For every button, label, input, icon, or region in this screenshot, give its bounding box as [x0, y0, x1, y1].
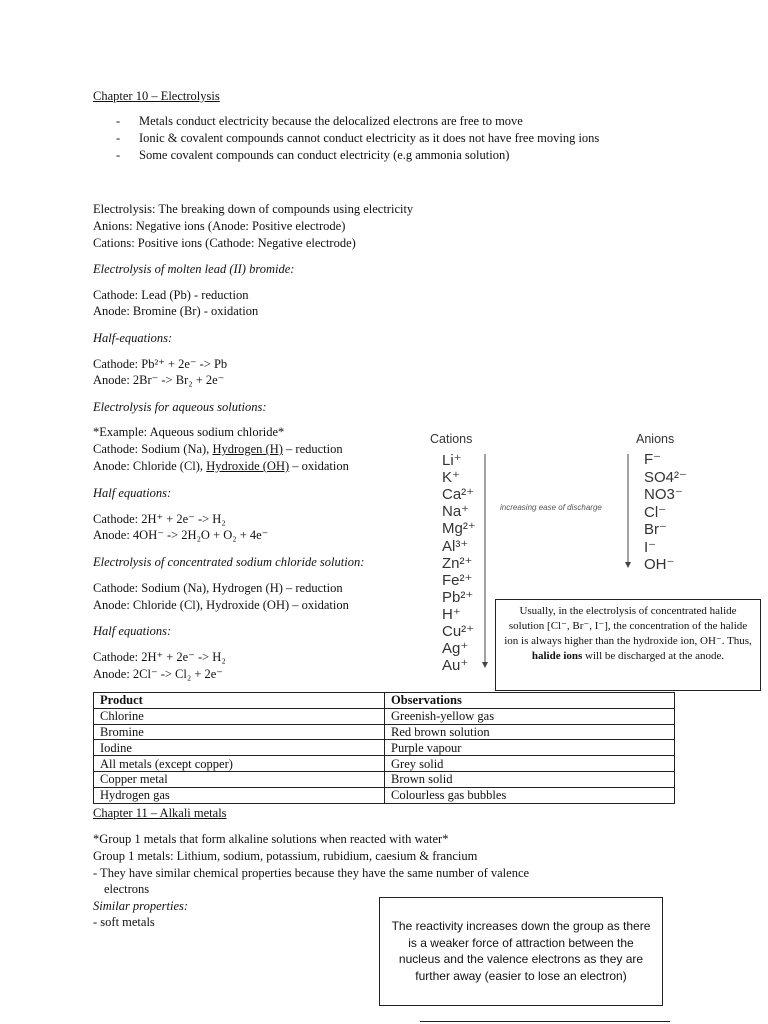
halide-note-bold: halide ions — [531, 650, 583, 662]
product-cell: Iodine — [94, 740, 385, 756]
soft-metals: - soft metals — [93, 915, 155, 929]
anions-arrow — [623, 452, 633, 570]
concentrated-anode: Anode: Chloride (Cl), Hydroxide (OH) – oxidation — [93, 598, 349, 612]
aqueous-cathode-underlined: Hydrogen (H) — [212, 442, 283, 456]
half-equations-heading: Half-equations: — [93, 331, 173, 345]
cation-ion: K⁺ — [442, 469, 460, 487]
product-cell: All metals (except copper) — [94, 756, 385, 772]
half-equations-heading-2: Half equations: — [93, 486, 172, 500]
chapter-11-title: Chapter 11 – Alkali metals — [93, 806, 227, 820]
aqueous-anode-suffix: – oxidation — [289, 459, 349, 473]
anion-ion: SO4²⁻ — [644, 468, 687, 486]
chapter-11-intro: *Group 1 metals that form alkaline solutions when reacted with water* — [93, 832, 449, 846]
cation-ion: Na⁺ — [442, 503, 470, 521]
observation-cell: Red brown solution — [385, 724, 675, 740]
aqueous-cathode-prefix: Cathode: Sodium (Na), — [93, 442, 213, 456]
cation-ion: H⁺ — [442, 605, 461, 623]
cation-ion: Fe²⁺ — [442, 571, 473, 589]
table-row — [94, 724, 675, 740]
table-row — [94, 708, 675, 724]
aqueous-cathode-suffix: – reduction — [282, 442, 343, 456]
similar-properties-line-2: electrons — [104, 882, 150, 896]
product-column-header: Product — [94, 693, 385, 709]
aqueous-heading: Electrolysis for aqueous solutions: — [93, 400, 267, 414]
observation-cell: Purple vapour — [385, 740, 675, 756]
aqueous-anode-prefix: Anode: Chloride (Cl), — [93, 459, 207, 473]
anion-ion: NO3⁻ — [644, 486, 683, 503]
table-row — [94, 771, 675, 787]
bullet-marker: - — [116, 114, 121, 128]
product-cell: Hydrogen gas — [94, 787, 385, 803]
half-equations-heading-3: Half equations: — [93, 624, 172, 638]
similar-properties-line: - They have similar chemical properties because they have the same number of valence — [93, 866, 530, 880]
molten-heading: Electrolysis of molten lead (II) bromide: — [93, 262, 295, 276]
observation-cell: Grey solid — [385, 756, 675, 772]
molten-cathode: Cathode: Lead (Pb) - reduction — [93, 288, 249, 302]
cation-ion: Pb²⁺ — [442, 588, 474, 606]
anion-ion: I⁻ — [644, 538, 657, 556]
halide-note-text-end: will be discharged at the anode. — [582, 650, 725, 662]
halide-note-box — [495, 599, 761, 691]
aqueous-anode — [93, 458, 349, 474]
bullet-text: Metals conduct electricity because the delocalized electrons are free to move — [139, 114, 523, 128]
cations-arrow — [480, 452, 490, 670]
anion-ion: Cl⁻ — [644, 503, 667, 521]
cations-definition: Cations: Positive ions (Cathode: Negative electrode) — [93, 236, 356, 250]
aqueous-anode-underlined: Hydroxide (OH) — [206, 459, 290, 473]
anion-ion: Br⁻ — [644, 521, 667, 538]
cation-ion: Li⁺ — [442, 452, 462, 469]
anions-definition: Anions: Negative ions (Anode: Positive electrode) — [93, 219, 346, 233]
molten-anode: Anode: Bromine (Br) - oxidation — [93, 304, 259, 318]
observation-cell: Brown solid — [385, 771, 675, 787]
anions-label: Anions — [636, 432, 675, 446]
similar-properties-heading: Similar properties: — [93, 899, 189, 913]
concentrated-heading: Electrolysis of concentrated sodium chloride solution: — [93, 555, 365, 569]
table-row — [94, 756, 675, 772]
observations-table — [93, 692, 675, 804]
bullet-marker: - — [116, 148, 121, 162]
molten-cathode-equation: Cathode: Pb²⁺ + 2e⁻ -> Pb — [93, 357, 228, 371]
aqueous-example: *Example: Aqueous sodium chloride* — [93, 425, 285, 439]
table-row — [94, 740, 675, 756]
concentrated-cathode-equation: Cathode: 2H⁺ + 2e⁻ -> H₂ — [93, 650, 226, 664]
table-header-row — [94, 693, 675, 709]
reactivity-note-box — [379, 897, 663, 1006]
anion-ion: F⁻ — [644, 451, 662, 468]
cation-ion: Mg²⁺ — [442, 520, 476, 538]
cation-ion: Al³⁺ — [442, 537, 469, 555]
aqueous-cathode — [93, 441, 343, 457]
chapter-10-title: Chapter 10 – Electrolysis — [93, 89, 220, 103]
electrolysis-definition: Electrolysis: The breaking down of compounds using electricity — [93, 202, 414, 216]
footer-divider — [420, 1021, 670, 1022]
cation-ion: Cu²⁺ — [442, 623, 475, 640]
concentrated-cathode: Cathode: Sodium (Na), Hydrogen (H) – reduction — [93, 581, 343, 595]
observations-column-header: Observations — [385, 693, 675, 709]
group-1-metals: Group 1 metals: Lithium, sodium, potassium, rubidium, caesium & francium — [93, 849, 478, 863]
molten-anode-equation: Anode: 2Br⁻ -> Br₂ + 2e⁻ — [93, 373, 225, 387]
product-cell: Copper metal — [94, 771, 385, 787]
bullet-text: Some covalent compounds can conduct electricity (e.g ammonia solution) — [139, 148, 510, 162]
cation-ion: Zn²⁺ — [442, 554, 473, 572]
bullet-text: Ionic & covalent compounds cannot conduct electricity as it does not have free moving ions — [139, 131, 600, 145]
cation-ion: Au⁺ — [442, 657, 469, 675]
cation-ion: Ca²⁺ — [442, 486, 475, 504]
aqueous-anode-equation: Anode: 4OH⁻ -> 2H₂O + O₂ + 4e⁻ — [93, 528, 269, 542]
discharge-ease-label: increasing ease of discharge — [500, 503, 602, 512]
halide-note-text: Usually, in the electrolysis of concentrated halide solution [Cl⁻, Br⁻, I⁻], the concentration of the halide ion is always higher than the hydroxide ion, OH⁻. Thus, — [504, 605, 752, 647]
aqueous-cathode-equation: Cathode: 2H⁺ + 2e⁻ -> H₂ — [93, 512, 226, 526]
product-cell: Chlorine — [94, 708, 385, 724]
concentrated-anode-equation: Anode: 2Cl⁻ -> Cl₂ + 2e⁻ — [93, 667, 223, 681]
observation-cell: Colourless gas bubbles — [385, 787, 675, 803]
product-cell: Bromine — [94, 724, 385, 740]
cations-label: Cations — [430, 432, 473, 446]
anion-ion: OH⁻ — [644, 556, 675, 573]
cation-ion: Ag⁺ — [442, 640, 469, 658]
observation-cell: Greenish-yellow gas — [385, 708, 675, 724]
bullet-marker: - — [116, 131, 121, 145]
table-row — [94, 787, 675, 803]
reactivity-note-text: The reactivity increases down the group as there is a weaker force of attraction between the nucleus and the valence electrons as they are further away (easier to lose an electron) — [391, 919, 651, 983]
